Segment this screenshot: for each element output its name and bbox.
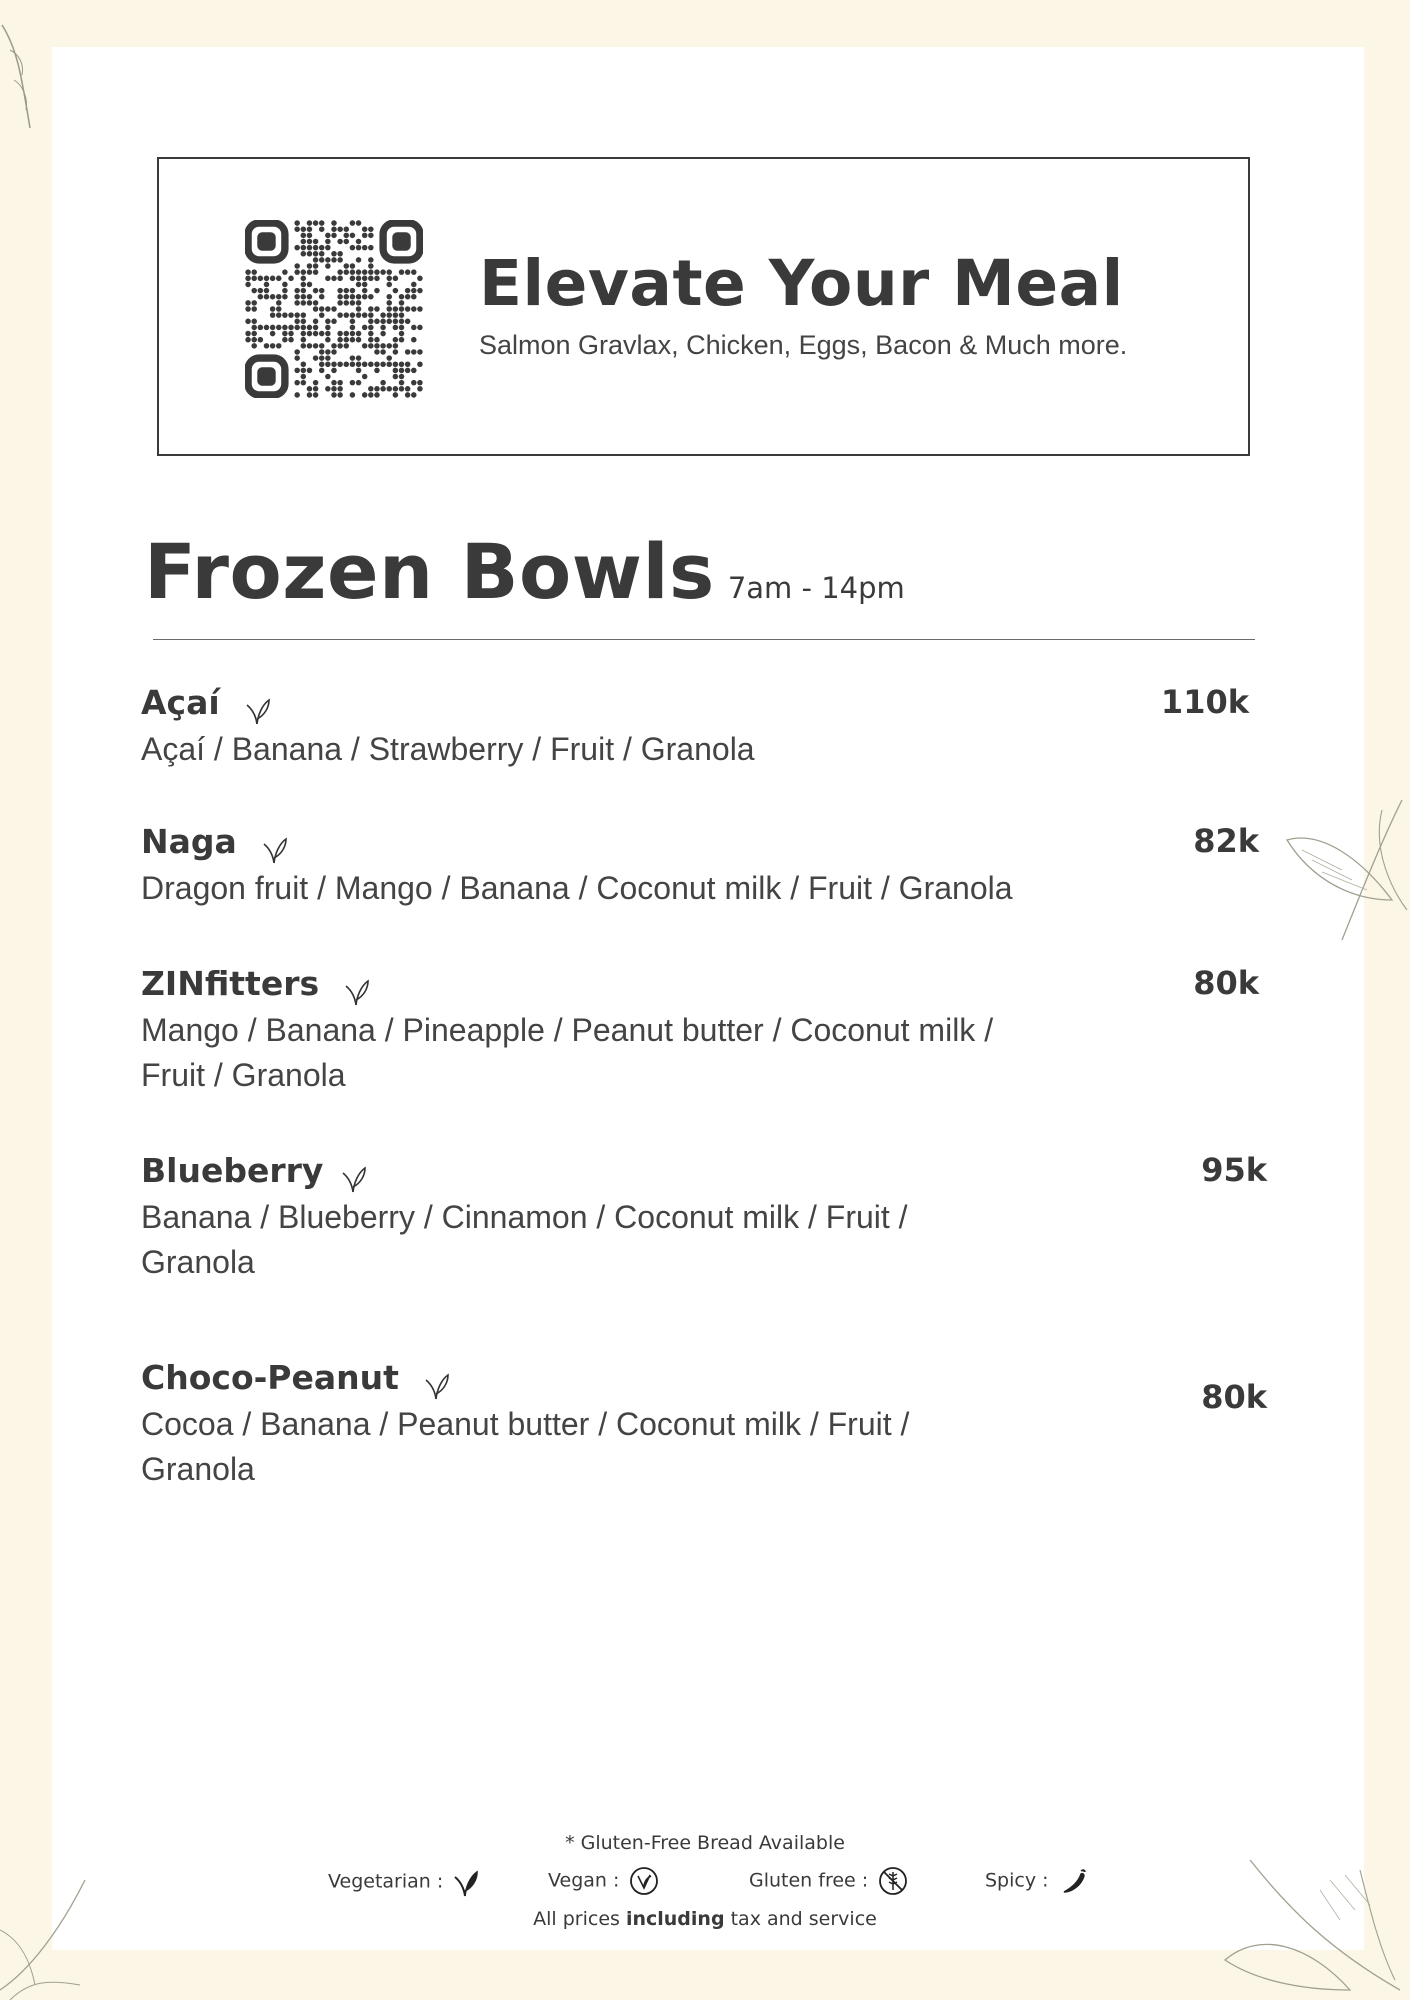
promo-banner (157, 157, 1250, 456)
vegetarian-leaf-icon (453, 1866, 479, 1898)
menu-item (141, 822, 1271, 911)
vegetarian-leaf-icon (245, 695, 271, 725)
menu-item (141, 1151, 1271, 1285)
item-name: Naga (141, 822, 237, 861)
item-description: Mango / Banana / Pineapple / Peanut butter / Coconut milk / Fruit / Granola (141, 1011, 994, 1093)
chili-pepper-icon (1059, 1866, 1089, 1896)
item-price: 80k (1201, 1378, 1267, 1416)
item-name: Choco-Peanut (141, 1358, 399, 1397)
leaf-decoration-icon (0, 20, 40, 130)
menu-item (141, 1358, 1271, 1492)
gluten-free-icon (878, 1866, 908, 1896)
section-title: Frozen Bowls (144, 527, 715, 616)
item-name: Blueberry (141, 1151, 324, 1190)
section-hours: 7am - 14pm (727, 571, 905, 605)
section-header (144, 527, 905, 616)
dietary-legend (0, 1866, 1410, 1906)
legend-vegan: Vegan : (548, 1866, 659, 1896)
item-price: 82k (1193, 822, 1259, 860)
prices-note: All prices including tax and service (533, 1908, 877, 1930)
item-description: Banana / Blueberry / Cinnamon / Coconut milk / Fruit / Granola (141, 1198, 908, 1280)
item-price: 110k (1160, 683, 1249, 721)
item-description: Dragon fruit / Mango / Banana / Coconut milk / Fruit / Granola (141, 869, 1013, 906)
vegetarian-leaf-icon (424, 1370, 450, 1400)
menu-item (141, 683, 1271, 772)
vegetarian-leaf-icon (344, 976, 370, 1006)
gluten-free-note: * Gluten-Free Bread Available (565, 1832, 845, 1854)
legend-gluten-free: Gluten free : (749, 1866, 908, 1896)
banner-title: Elevate Your Meal (479, 247, 1124, 320)
item-name: Açaí (141, 683, 220, 722)
item-price: 80k (1193, 964, 1259, 1002)
item-name: ZINfitters (141, 964, 320, 1003)
vegan-circle-icon (629, 1866, 659, 1896)
menu-item (141, 964, 1271, 1098)
item-description: Cocoa / Banana / Peanut butter / Coconut milk / Fruit / Granola (141, 1405, 910, 1487)
vegetarian-leaf-icon (262, 834, 288, 864)
item-price: 95k (1201, 1151, 1267, 1189)
legend-spicy: Spicy : (985, 1866, 1089, 1896)
legend-vegetarian: Vegetarian : (328, 1866, 479, 1898)
banner-subtitle: Salmon Gravlax, Chicken, Eggs, Bacon & Much more. (479, 330, 1128, 360)
leaf-decoration-icon (1282, 790, 1410, 950)
item-description: Açaí / Banana / Strawberry / Fruit / Granola (141, 730, 755, 767)
qr-code-icon[interactable] (245, 220, 423, 398)
vegetarian-leaf-icon (341, 1163, 367, 1193)
divider (153, 639, 1255, 640)
